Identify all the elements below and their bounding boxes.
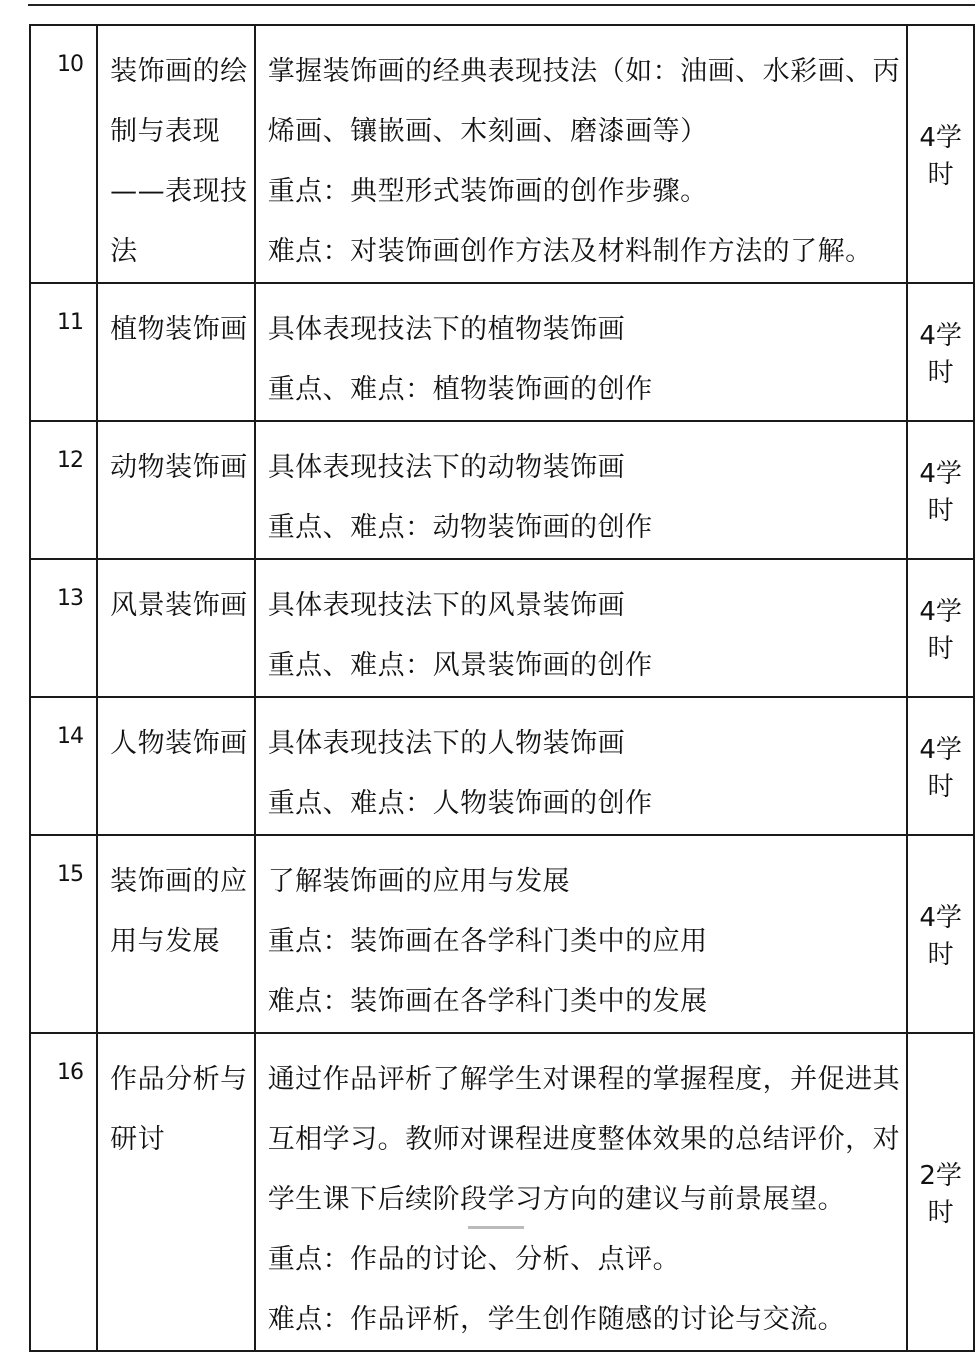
lesson-hours-cell: 4学时 [907,25,974,283]
lesson-number-cell: 11 [30,283,97,421]
lesson-hours-cell: 4学时 [907,421,974,559]
lesson-content-line: 了解装饰画的应用与发展 [267,866,571,897]
lesson-content-line: 难点：装饰画在各学科门类中的发展 [267,986,708,1017]
lesson-content-cell [255,25,908,283]
lesson-title-cell [97,697,255,835]
lesson-content-line: 难点：作品评析，学生创作随感的讨论与交流。 [267,1304,846,1335]
table-row [30,697,974,835]
table-row [30,835,974,1033]
lesson-number-cell: 13 [30,559,97,697]
lesson-title-cell [97,283,255,421]
lesson-content-line: 重点、难点：风景装饰画的创作 [267,650,653,681]
table-row [30,1033,974,1351]
lesson-title-line: ——表现技法 [110,176,248,267]
lesson-content-cell [255,559,908,697]
lesson-title-line: 植物装饰画 [110,314,248,345]
lesson-content-line: 具体表现技法下的人物装饰画 [267,728,626,759]
lesson-content-line: 具体表现技法下的动物装饰画 [267,452,626,483]
table-row [30,25,974,283]
lesson-hours-cell: 4学时 [907,559,974,697]
lesson-title-line: 动物装饰画 [110,452,248,483]
scan-artifact [468,1226,524,1229]
lesson-title-line: 风景装饰画 [110,590,248,621]
lesson-content-line: 重点：装饰画在各学科门类中的应用 [267,926,708,957]
lesson-content-line: 具体表现技法下的风景装饰画 [267,590,626,621]
lesson-number-cell: 16 [30,1033,97,1351]
lesson-content-line: 掌握装饰画的经典表现技法（如：油画、水彩画、丙 [267,56,901,87]
lesson-hours-cell: 2学时 [907,1033,974,1351]
lesson-title-cell [97,1033,255,1351]
lesson-content-cell [255,1033,908,1351]
lesson-title-line: 作品分析与研讨 [110,1064,248,1155]
table-row [30,559,974,697]
table-row [30,283,974,421]
lesson-content-line: 重点、难点：人物装饰画的创作 [267,788,653,819]
lesson-number-cell: 12 [30,421,97,559]
lesson-content-cell [255,283,908,421]
lesson-content-cell [255,697,908,835]
lesson-number-cell: 10 [30,25,97,283]
lesson-content-line: 重点：典型形式装饰画的创作步骤。 [267,176,708,207]
lesson-number-cell: 15 [30,835,97,1033]
syllabus-table-body [30,25,974,1351]
lesson-content-line: 烯画、镶嵌画、木刻画、磨漆画等） [267,116,708,147]
lesson-hours-cell: 4学时 [907,835,974,1033]
lesson-content-line: 重点、难点：动物装饰画的创作 [267,512,653,543]
lesson-content-cell [255,421,908,559]
lesson-hours-cell: 4学时 [907,697,974,835]
lesson-content-cell [255,835,908,1033]
lesson-content-line: 学生课下后续阶段学习方向的建议与前景展望。 [267,1184,846,1215]
lesson-title-cell [97,421,255,559]
top-rule [28,4,975,6]
lesson-title-cell [97,25,255,283]
table-row [30,421,974,559]
lesson-title-line: 装饰画的应用与发展 [110,866,248,957]
lesson-content-line: 具体表现技法下的植物装饰画 [267,314,626,345]
lesson-content-line: 重点：作品的讨论、分析、点评。 [267,1244,681,1275]
lesson-title-cell [97,559,255,697]
lesson-content-line: 重点、难点：植物装饰画的创作 [267,374,653,405]
lesson-content-line: 互相学习。教师对课程进度整体效果的总结评价，对 [267,1124,901,1155]
lesson-title-line: 装饰画的绘制与表现 [110,56,248,147]
lesson-hours-cell: 4学时 [907,283,974,421]
syllabus-table [29,24,975,1352]
lesson-title-line: 人物装饰画 [110,728,248,759]
lesson-number-cell: 14 [30,697,97,835]
lesson-content-line: 通过作品评析了解学生对课程的掌握程度，并促进其 [267,1064,901,1095]
lesson-title-cell [97,835,255,1033]
lesson-content-line: 难点：对装饰画创作方法及材料制作方法的了解。 [267,236,873,267]
